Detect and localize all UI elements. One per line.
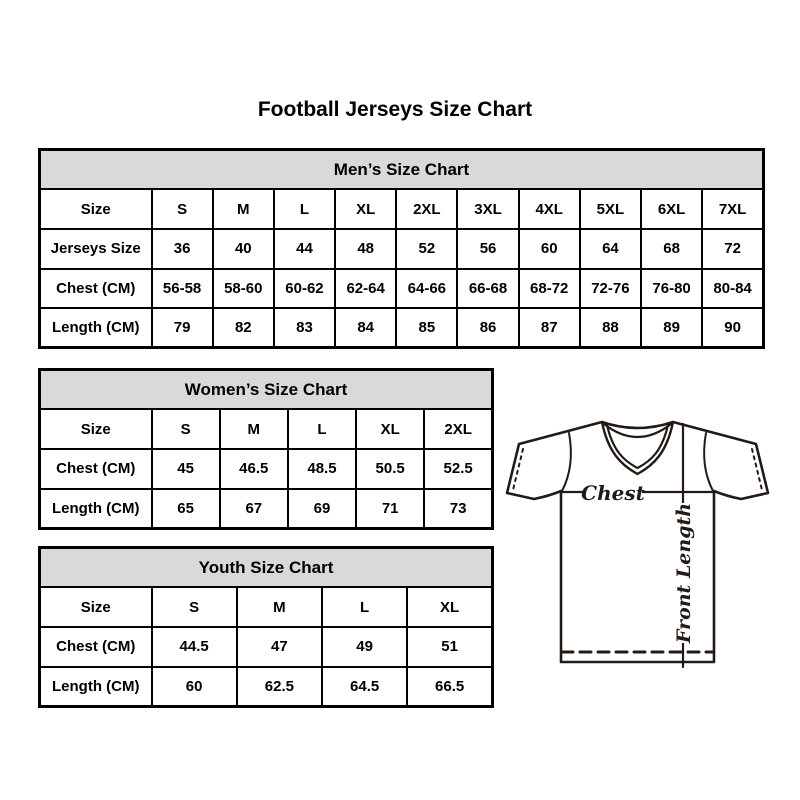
row-label: Length (CM) bbox=[40, 489, 152, 529]
cell: XL bbox=[335, 189, 396, 229]
cell: 52.5 bbox=[424, 449, 492, 489]
youth-size-table bbox=[38, 546, 494, 708]
cell: 82 bbox=[213, 308, 274, 348]
cell: 64 bbox=[580, 229, 641, 269]
row-label: Size bbox=[40, 587, 152, 627]
left-cuff-dotted-line bbox=[513, 449, 523, 490]
cell: 67 bbox=[220, 489, 288, 529]
cell: 2XL bbox=[396, 189, 457, 229]
cell: 89 bbox=[641, 308, 702, 348]
cell: 48 bbox=[335, 229, 396, 269]
page-title: Football Jerseys Size Chart bbox=[257, 98, 533, 121]
cell: 72 bbox=[702, 229, 763, 269]
left-armhole-seam bbox=[562, 433, 571, 491]
men-size-table bbox=[38, 148, 765, 349]
cell: 44.5 bbox=[152, 627, 237, 667]
cell: 65 bbox=[152, 489, 220, 529]
row-label: Chest (CM) bbox=[40, 449, 152, 489]
cell: 62.5 bbox=[237, 667, 322, 707]
right-cuff-dotted-line bbox=[752, 449, 762, 490]
cell: 80-84 bbox=[702, 269, 763, 309]
cell: 71 bbox=[356, 489, 424, 529]
cell: 62-64 bbox=[335, 269, 396, 309]
cell: L bbox=[274, 189, 335, 229]
women-size-table-title: Women’s Size Chart bbox=[40, 370, 493, 410]
cell: 60 bbox=[519, 229, 580, 269]
right-armhole-seam bbox=[704, 433, 713, 491]
men-size-table-title: Men’s Size Chart bbox=[40, 150, 764, 190]
cell: 48.5 bbox=[288, 449, 356, 489]
cell: M bbox=[213, 189, 274, 229]
cell: 6XL bbox=[641, 189, 702, 229]
cell: L bbox=[288, 409, 356, 449]
cell: 36 bbox=[152, 229, 213, 269]
cell: 88 bbox=[580, 308, 641, 348]
cell: M bbox=[237, 587, 322, 627]
cell: 5XL bbox=[580, 189, 641, 229]
row-label: Length (CM) bbox=[40, 308, 152, 348]
row-label: Size bbox=[40, 189, 152, 229]
cell: 4XL bbox=[519, 189, 580, 229]
jersey-diagram bbox=[498, 398, 778, 678]
women-size-table bbox=[38, 368, 494, 530]
row-label: Chest (CM) bbox=[40, 269, 152, 309]
cell: 66.5 bbox=[407, 667, 492, 707]
cell: 60 bbox=[152, 667, 237, 707]
cell: 52 bbox=[396, 229, 457, 269]
cell: 84 bbox=[335, 308, 396, 348]
cell: 56 bbox=[457, 229, 518, 269]
cell: 49 bbox=[322, 627, 407, 667]
jersey-outline-path bbox=[507, 422, 768, 662]
cell: 90 bbox=[702, 308, 763, 348]
cell: 2XL bbox=[424, 409, 492, 449]
cell: 68-72 bbox=[519, 269, 580, 309]
cell: S bbox=[152, 587, 237, 627]
cell: 56-58 bbox=[152, 269, 213, 309]
cell: S bbox=[152, 409, 220, 449]
cell: 58-60 bbox=[213, 269, 274, 309]
cell: 7XL bbox=[702, 189, 763, 229]
cell: 50.5 bbox=[356, 449, 424, 489]
cell: S bbox=[152, 189, 213, 229]
row-label: Size bbox=[40, 409, 152, 449]
cell: 45 bbox=[152, 449, 220, 489]
cell: 68 bbox=[641, 229, 702, 269]
cell: 46.5 bbox=[220, 449, 288, 489]
cell: L bbox=[322, 587, 407, 627]
cell: 79 bbox=[152, 308, 213, 348]
cell: 47 bbox=[237, 627, 322, 667]
cell: 83 bbox=[274, 308, 335, 348]
cell: XL bbox=[407, 587, 492, 627]
cell: 3XL bbox=[457, 189, 518, 229]
cell: 69 bbox=[288, 489, 356, 529]
cell: 51 bbox=[407, 627, 492, 667]
cell: 40 bbox=[213, 229, 274, 269]
cell: M bbox=[220, 409, 288, 449]
row-label: Jerseys Size bbox=[40, 229, 152, 269]
front-length-label: Front Length bbox=[673, 502, 695, 644]
cell: XL bbox=[356, 409, 424, 449]
youth-size-table-title: Youth Size Chart bbox=[40, 548, 493, 588]
cell: 85 bbox=[396, 308, 457, 348]
cell: 60-62 bbox=[274, 269, 335, 309]
cell: 73 bbox=[424, 489, 492, 529]
cell: 72-76 bbox=[580, 269, 641, 309]
cell: 87 bbox=[519, 308, 580, 348]
row-label: Chest (CM) bbox=[40, 627, 152, 667]
cell: 86 bbox=[457, 308, 518, 348]
cell: 66-68 bbox=[457, 269, 518, 309]
cell: 44 bbox=[274, 229, 335, 269]
cell: 64-66 bbox=[396, 269, 457, 309]
row-label: Length (CM) bbox=[40, 667, 152, 707]
cell: 76-80 bbox=[641, 269, 702, 309]
cell: 64.5 bbox=[322, 667, 407, 707]
chest-label: Chest bbox=[581, 481, 645, 505]
